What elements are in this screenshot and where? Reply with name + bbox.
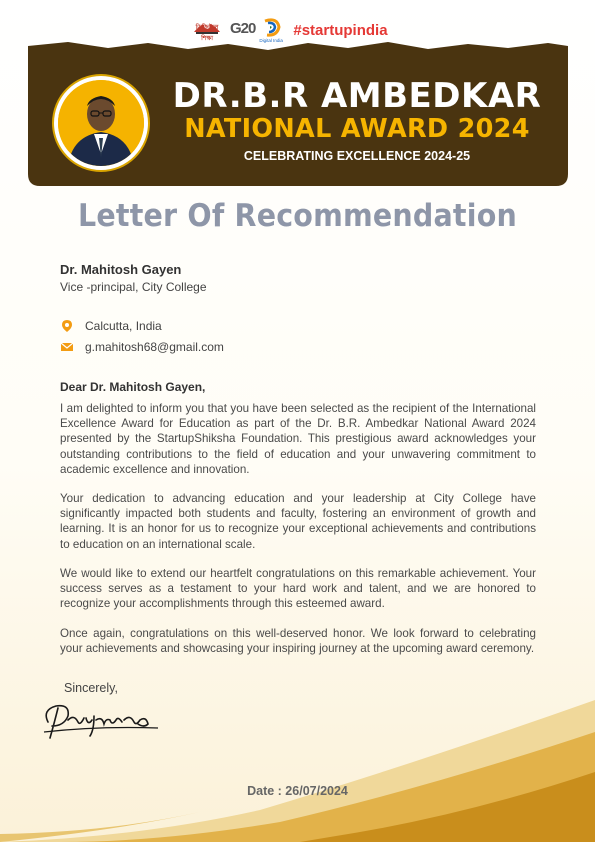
envelope-icon bbox=[60, 340, 74, 354]
recipient-role: Vice -principal, City College bbox=[60, 280, 207, 294]
salutation: Dear Dr. Mahitosh Gayen, bbox=[60, 380, 206, 394]
g20-logo bbox=[230, 20, 255, 37]
letter-paragraph-2: Your dedication to advancing education and your leadership at City College have significantly impacted both students and faculty, fostering an environment of growth and learning. It is an honor for us to recognize your exceptional achievements and contributions to education on an international scale. bbox=[60, 492, 536, 551]
letter-heading: Letter Of Recommendation bbox=[78, 198, 517, 234]
digital-india-text: Digital India bbox=[259, 38, 283, 43]
ambedkar-portrait bbox=[54, 76, 148, 170]
banner-title-line2: NATIONAL AWARD 2024 bbox=[184, 114, 530, 144]
startupindia-hashtag: #startupindia bbox=[293, 21, 388, 39]
email-text: g.mahitosh68@gmail.com bbox=[85, 340, 224, 354]
signature bbox=[38, 696, 168, 742]
letter-paragraph-4: Once again, congratulations on this well-deserved honor. We look forward to celebrating your achievements and showcasing your inspiring journey at the upcoming award ceremony. bbox=[60, 627, 536, 656]
digital-india-icon bbox=[261, 17, 283, 37]
portrait-icon bbox=[58, 80, 144, 166]
shiksha-logo-text: ডিজিটাল শিক্ষা bbox=[195, 25, 219, 42]
letter-paragraph-3: We would like to extend our heartfelt congratulations on this remarkable achievement. Your success serves as a testament to your hard work and talent, and we are honored to recognize your accomplishments through this esteemed award. bbox=[60, 567, 536, 611]
closing: Sincerely, bbox=[64, 681, 118, 695]
banner-subtitle: CELEBRATING EXCELLENCE 2024-25 bbox=[243, 149, 471, 163]
map-pin-icon bbox=[60, 319, 74, 333]
location-text: Calcutta, India bbox=[85, 319, 162, 333]
recipient-name: Dr. Mahitosh Gayen bbox=[60, 262, 182, 277]
email-row bbox=[60, 339, 224, 355]
location-row bbox=[60, 318, 162, 334]
g20-logo-text: G20 bbox=[230, 19, 256, 37]
letter-date: Date : 26/07/2024 bbox=[247, 784, 348, 798]
letter-paragraph-1: I am delighted to inform you that you have been selected as the recipient of the International Excellence Award for Education as part of the Dr. B.R. Ambedkar National Award 2024 presented by the StartupShiksha Foundation. This prestigious award acknowledges your outstanding contributions to the field of education and your unwavering commitment to academic excellence and innovation. bbox=[60, 402, 536, 476]
banner-title-line1: DR.B.R AMBEDKAR bbox=[172, 76, 542, 116]
